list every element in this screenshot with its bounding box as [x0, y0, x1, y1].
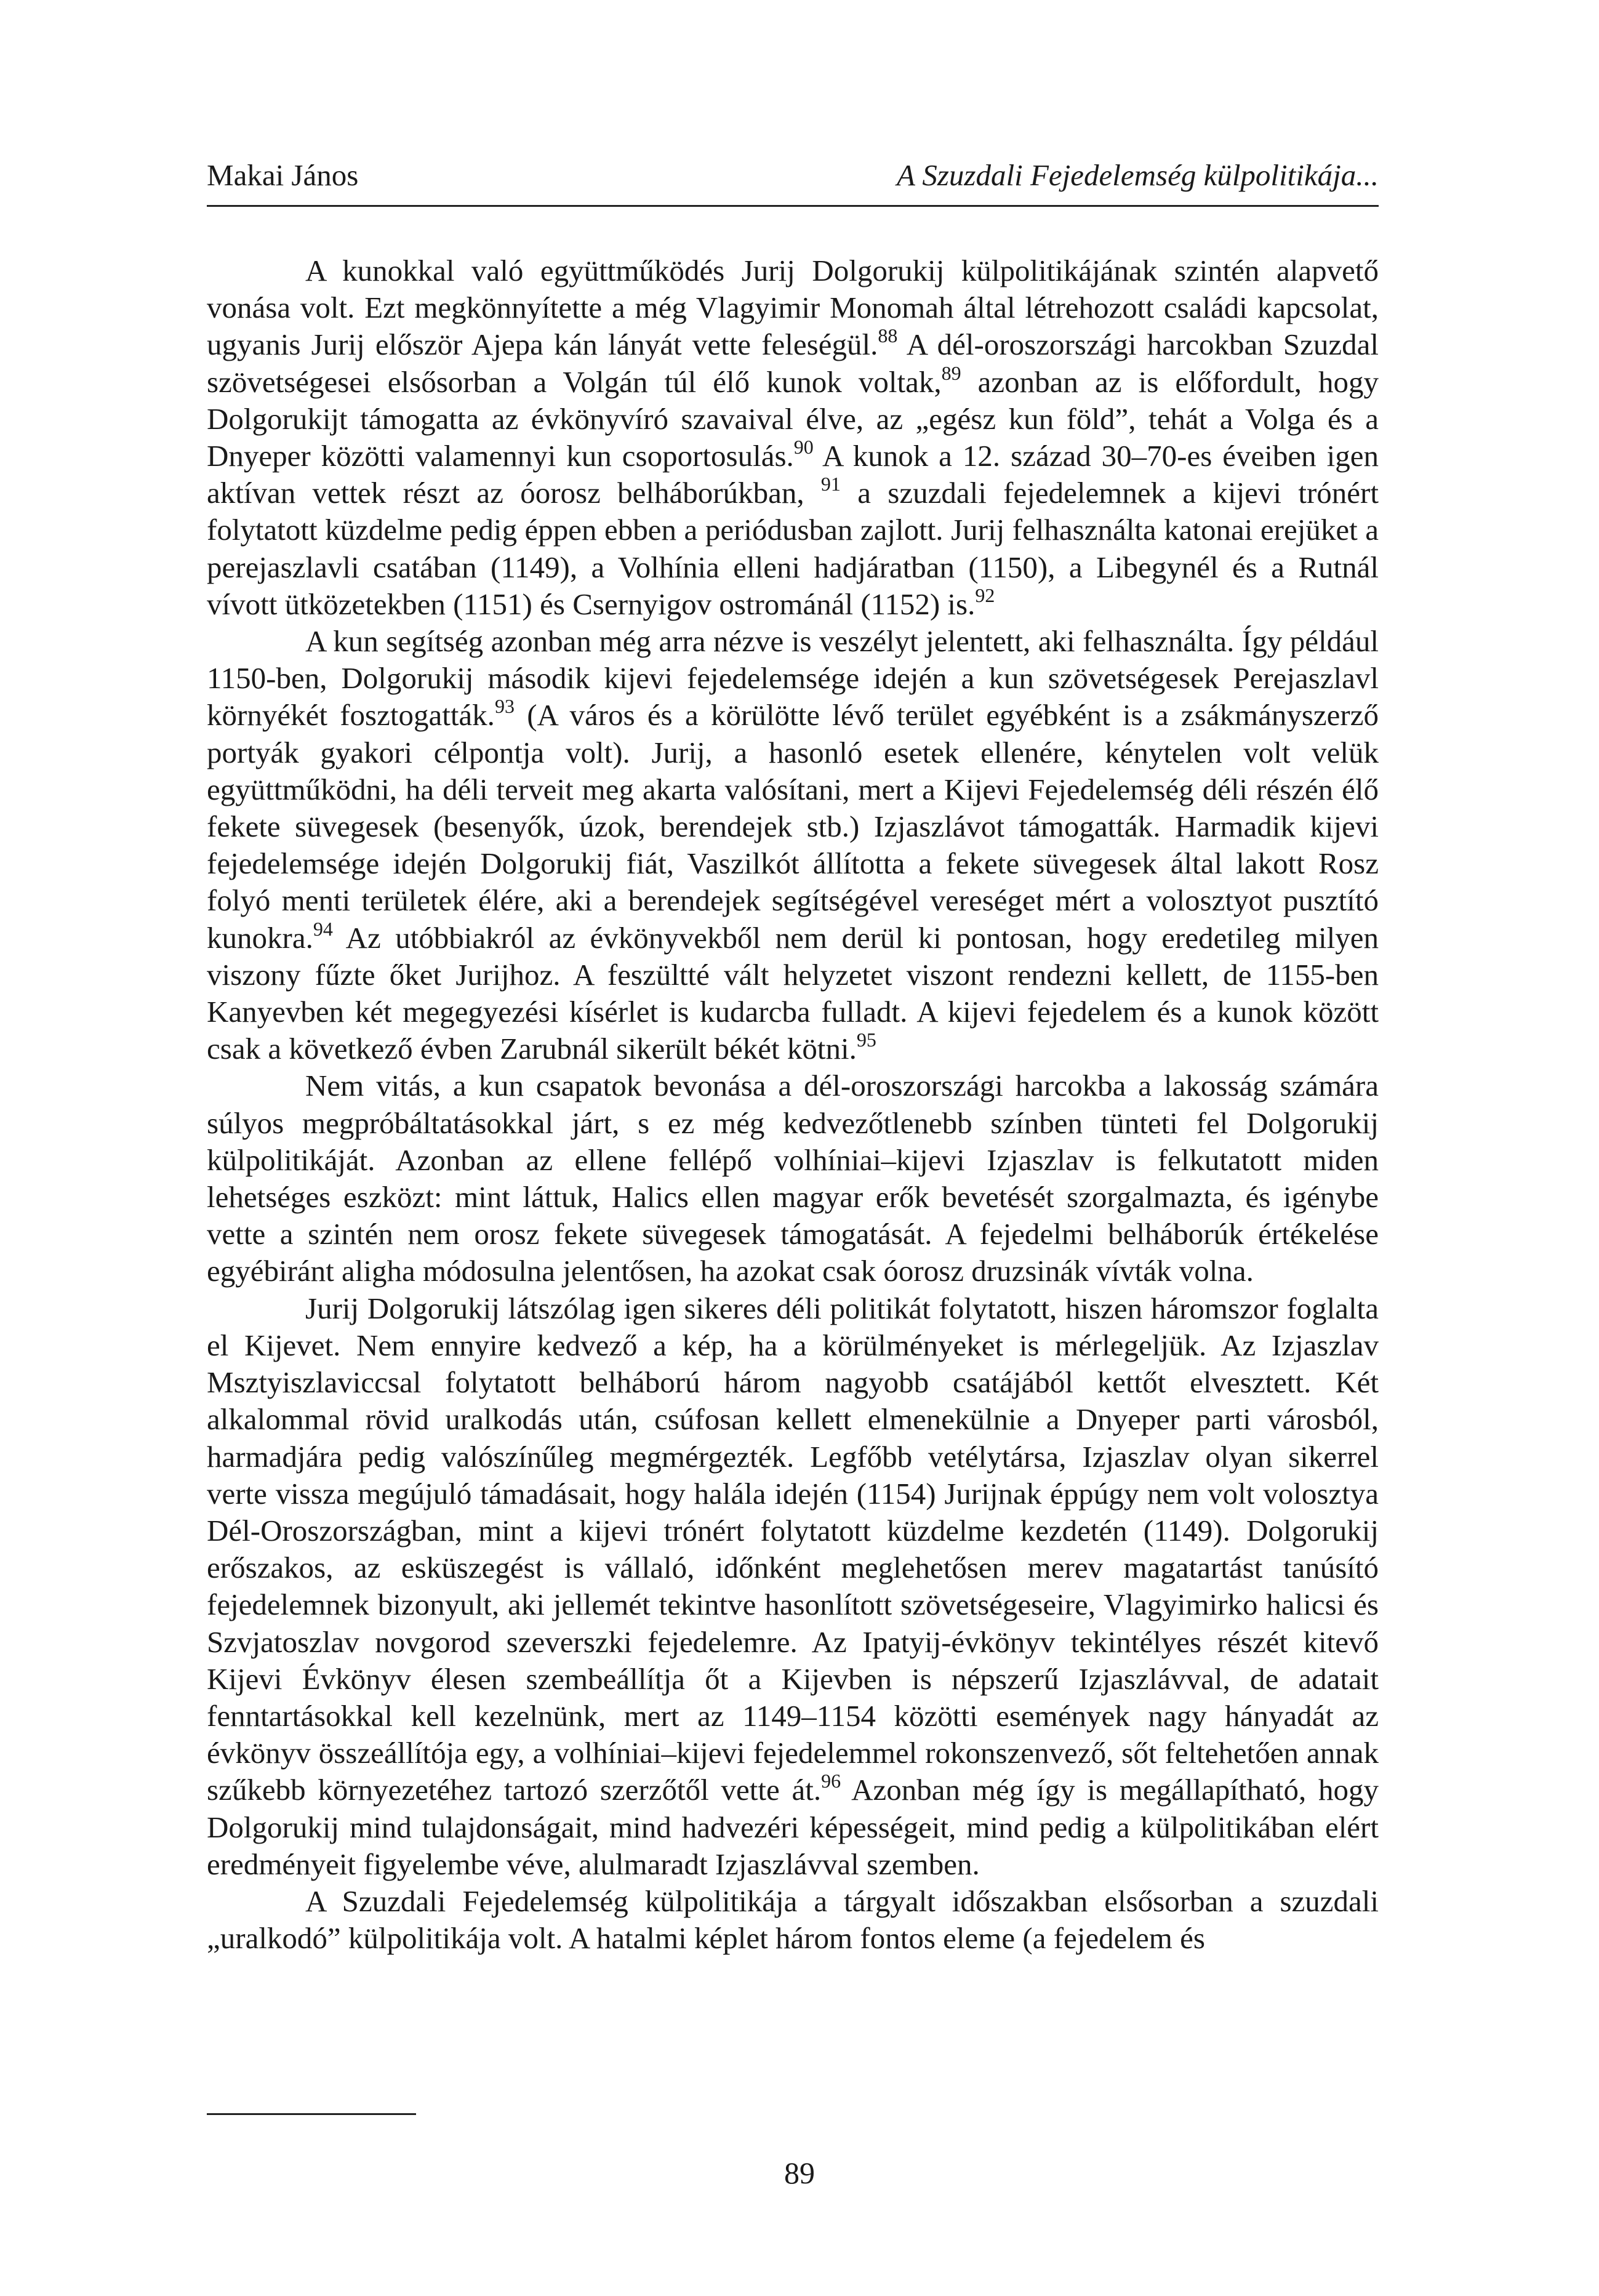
footnote-marker: 96: [821, 1770, 841, 1792]
paragraph: [207, 252, 1379, 623]
text-run: Jurij Dolgorukij látszólag igen sikeres déli politikát folytatott, hiszen háromszor foglalta el Kijevet. Nem ennyire kedvező a kép, ha a körülményeket is mérlegeljük. Az Izjaszlav Msztyiszlaviccsal folytatott belháború három nagyobb csatájából kettőt elvesztett. Két alkalommal rövid uralkodás után, csúfosan kellett elmenekülnie a Dnyeper parti városból, harmadjára pedig valószínűleg megmérgezték. Legfőbb vetélytársa, Izjaszlav olyan sikerrel verte vissza megújuló támadásait, hogy halála idején (1154) Jurijnak éppúgy nem volt volosztya Dél-Oroszországban, mint a kijevi trónért folytatott küzdelme kezdetén (1149). Dolgorukij erőszakos, az esküszegést is vállaló, időnként meglehetősen merev magatartást tanúsító fejedelemnek bizonyult, aki jellemét tekintve hasonlított szövetségeseire, Vlagyimirko halicsi és Szvjatoszlav novgorod szeverszki fejedelemre. Az Ipatyij-évkönyv tekintélyes részét kitevő Kijevi Évkönyv élesen szembeállítja őt a Kijevben is népszerű Izjaszlávval, de adatait fenntartásokkal kell kezelnünk, mert az 1149–1154 közötti események nagy hányadát az évkönyv összeállítója egy, a volhíniai–kijevi fejedelemmel rokonszenvező, sőt feltehetően annak szűkebb környezetéhez tartozó szerzőtől vette át.: [207, 1291, 1379, 1807]
footnote-marker: 92: [975, 584, 995, 606]
text-run: A kunok a 12. század 30–70-es éveiben igen aktívan vettek részt az óorosz belháborúkban,: [207, 439, 1379, 510]
text-run: a szuzdali fejedelemnek a kijevi trónért folytatott küzdelme pedig éppen ebben a periódusban zajlott. Jurij felhasználta katonai erejüket a perejaszlavli csatában (1149), a Volhínia elleni hadjáratban (1150), a Libegynél és a Rutnál vívott ütközetekben (1151) és Csernyigov ostrománál (1152) is.: [207, 476, 1379, 621]
page-header: [207, 154, 1379, 197]
text-run: Azonban még így is megállapítható, hogy Dolgorukij mind tulajdonságait, mind hadvezéri képességeit, mind pedig a külpolitikában elért eredményeit figyelembe véve, alulmaradt Izjaszlávval szemben.: [207, 1773, 1379, 1881]
page-number: 89: [784, 2156, 815, 2190]
paragraph: [207, 623, 1379, 1067]
running-head-author: Makai János: [207, 158, 359, 192]
paragraph: [207, 1883, 1379, 1957]
text-run: A Szuzdali Fejedelemség külpolitikája a tárgyalt időszakban elsősorban a szuzdali „uralkodó” külpolitikája volt. A hatalmi képlet három fontos eleme (a fejedelem és: [207, 1884, 1379, 1956]
text-run: (A város és a körülötte lévő terület egyébként is a zsákmányszerző portyák gyakori célpontja volt). Jurij, a hasonló esetek ellenére, kénytelen volt velük együttműködni, ha déli terveit meg akarta valósítani, mert a Kijevi Fejedelemség déli részén élő fekete süvegesek (besenyők, úzok, berendejek stb.) Izjaszlávot támogatták. Harmadik kijevi fejedelemsége idején Dolgorukij fiát, Vaszilkót állította a fekete süvegesek által lakott Rosz folyó menti területek élére, aki a berendejek segítségével vereséget mért a volosztyot pusztító kunokra.: [207, 698, 1379, 955]
footnote-marker: 95: [856, 1029, 876, 1051]
text-run: A dél-oroszországi harcokban Szuzdal szövetségesei elsősorban a Volgán túl élő kunok voltak,: [207, 327, 1379, 399]
footnote-marker: 88: [878, 324, 898, 347]
footnote-marker: 94: [313, 917, 333, 940]
footer-rule: [207, 2113, 416, 2115]
text-run: Az utóbbiakról az évkönyvekből nem derül ki pontosan, hogy eredetileg milyen viszony fűzte őket Jurijhoz. A feszültté vált helyzetet viszont rendezni kellett, de 1155-ben Kanyevben két megegyezési kísérlet is kudarcba fulladt. A kijevi fejedelem és a kunok között csak a következő évben Zarubnál sikerült békét kötni.: [207, 920, 1379, 1066]
text-run: A kun segítség azonban még arra nézve is veszélyt jelentett, aki felhasználta. Így például 1150-ben, Dolgorukij második kijevi fejedelemsége idején a kun szövetségesek Perejaszlavl környékét fosztogatták.: [207, 624, 1379, 733]
footnote-marker: 91: [820, 473, 841, 496]
text-run: azonban az is előfordult, hogy Dolgorukijt támogatta az évkönyvíró szavaival élve, az „egész kun föld”, tehát a Volga és a Dnyeper közötti valamennyi kun csoportosulás.: [207, 364, 1379, 473]
text-run: Nem vitás, a kun csapatok bevonása a dél-oroszországi harcokba a lakosság számára súlyos megpróbáltatásokkal járt, s ez még kedvezőtlenebb színben tünteti fel Dolgorukij külpolitikáját. Azonban az ellene fellépő volhíniai–kijevi Izjaszlav is felkutatott miden lehetséges eszközt: mint láttuk, Halics ellen magyar erők bevetését szorgalmazta, és igénybe vette a szintén nem orosz fekete süvegesek támogatását. A fejedelmi belháborúk értékelése egyébiránt aligha módosulna jelentősen, ha azokat csak óorosz druzsinák vívták volna.: [207, 1069, 1379, 1288]
footnote-marker: 89: [941, 361, 961, 384]
text-run: A kunokkal való együttműködés Jurij Dolgorukij külpolitikájának szintén alapvető vonása volt. Ezt megkönnyítette a még Vlagyimir Monomah által létrehozott családi kapcsolat, ugyanis Jurij először Ajepa kán lányát vette feleségül.: [207, 254, 1379, 362]
paragraph: [207, 1290, 1379, 1883]
body-text: [207, 252, 1379, 1957]
header-rule: [207, 205, 1379, 207]
footnote-marker: 93: [494, 695, 515, 718]
footnote-marker: 90: [793, 436, 814, 459]
paragraph: [207, 1067, 1379, 1290]
running-head-title: A Szuzdali Fejedelemség külpolitikája...: [897, 158, 1379, 192]
